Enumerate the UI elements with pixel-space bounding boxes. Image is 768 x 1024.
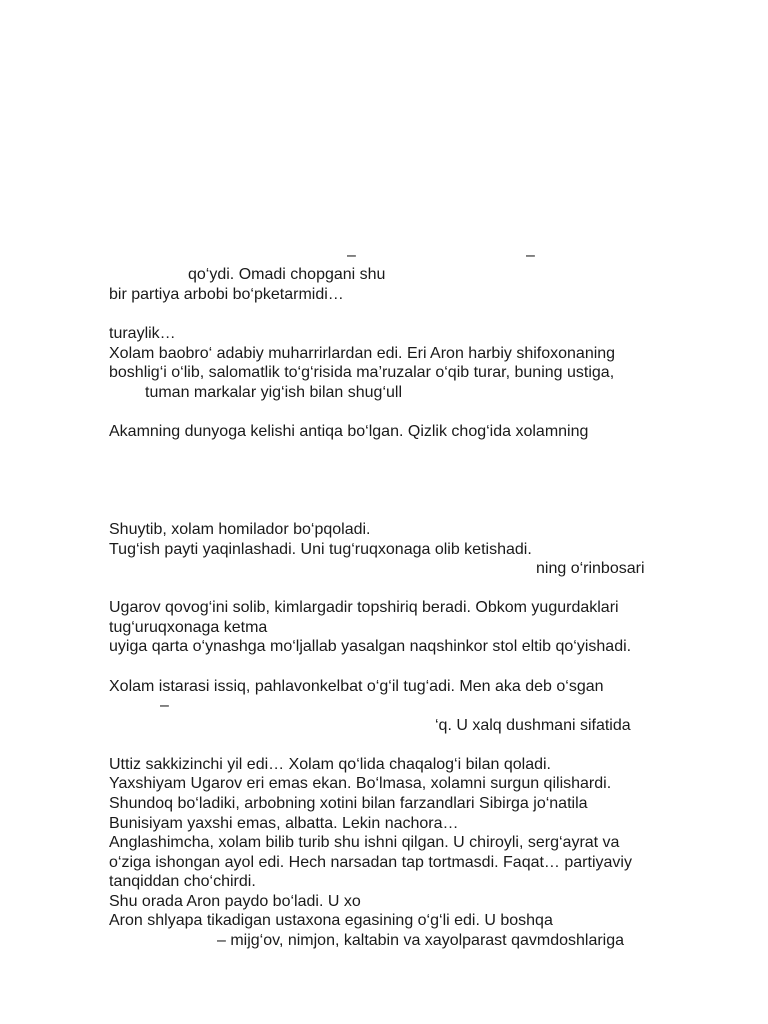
text-line: Akamning dunyoga kelishi antiqa bo‘lgan. Qizlik chog‘ida xolamning [109,423,589,440]
text-line: – [526,247,535,264]
text-line: – [347,247,356,264]
text-line: qo‘ydi. Omadi chopgani shu [188,266,386,283]
text-line: uyiga qarta o‘ynashga mo‘ljallab yasalgan naqshinkor stol eltib qo‘yishadi. [109,638,632,655]
text-line: tug‘uruqxonaga ketma [109,619,268,636]
text-line: Xolam baobro‘ adabiy muharrirlardan edi. Eri Aron harbiy shifoxonaning [109,345,616,362]
text-line: turaylik… [109,325,176,342]
text-line: Shu orada Aron paydo bo‘ladi. U xo [109,893,361,910]
text-line: Aron shlyapa tikadigan ustaxona egasining o‘g‘li edi. U boshqa [109,912,553,929]
text-line: ning o‘rinbosari [536,560,645,577]
text-line: Bunisiyam yaxshi emas, albatta. Lekin nachora… [109,815,459,832]
text-line: Xolam istarasi issiq, pahlavonkelbat o‘g‘il tug‘adi. Men aka deb o‘sgan [109,678,604,695]
text-line: Anglashimcha, xolam bilib turib shu ishni qilgan. U chiroyli, serg‘ayrat va [109,834,620,851]
text-line: boshlig‘i o‘lib, salomatlik to‘g‘risida ma’ruzalar o‘qib turar, buning ustiga, [109,364,615,381]
text-line: Uttiz sakkizinchi yil edi… Xolam qo‘lida chaqalog‘i bilan qoladi. [109,756,551,773]
text-line: Shuytib, xolam homilador bo‘pqoladi. [109,521,371,538]
text-line: tuman markalar yig‘ish bilan shug‘ull [145,384,403,401]
text-line: Yaxshiyam Ugarov eri emas ekan. Bo‘lmasa, xolamni surgun qilishardi. [109,775,612,792]
text-line: – [160,697,169,714]
text-line: o‘ziga ishongan ayol edi. Hech narsadan tap tortmasdi. Faqat… partiyaviy [109,854,632,871]
text-line: tanqiddan cho‘chirdi. [109,873,256,890]
text-line: ‘q. U xalq dushmani sifatida [435,717,631,734]
text-line: Tug‘ish payti yaqinlashadi. Uni tug‘ruqxonaga olib ketishadi. [109,541,532,558]
text-line: Shundoq bo‘ladiki, arbobning xotini bilan farzandlari Sibirga jo‘natila [109,795,588,812]
text-line: bir partiya arbobi bo‘pketarmidi… [109,286,344,303]
text-line: Ugarov qovog‘ini solib, kimlargadir topshiriq beradi. Obkom yugurdaklari [109,599,619,616]
text-line: – mijg‘ov, nimjon, kaltabin va xayolparast qavmdoshlariga [217,932,625,949]
